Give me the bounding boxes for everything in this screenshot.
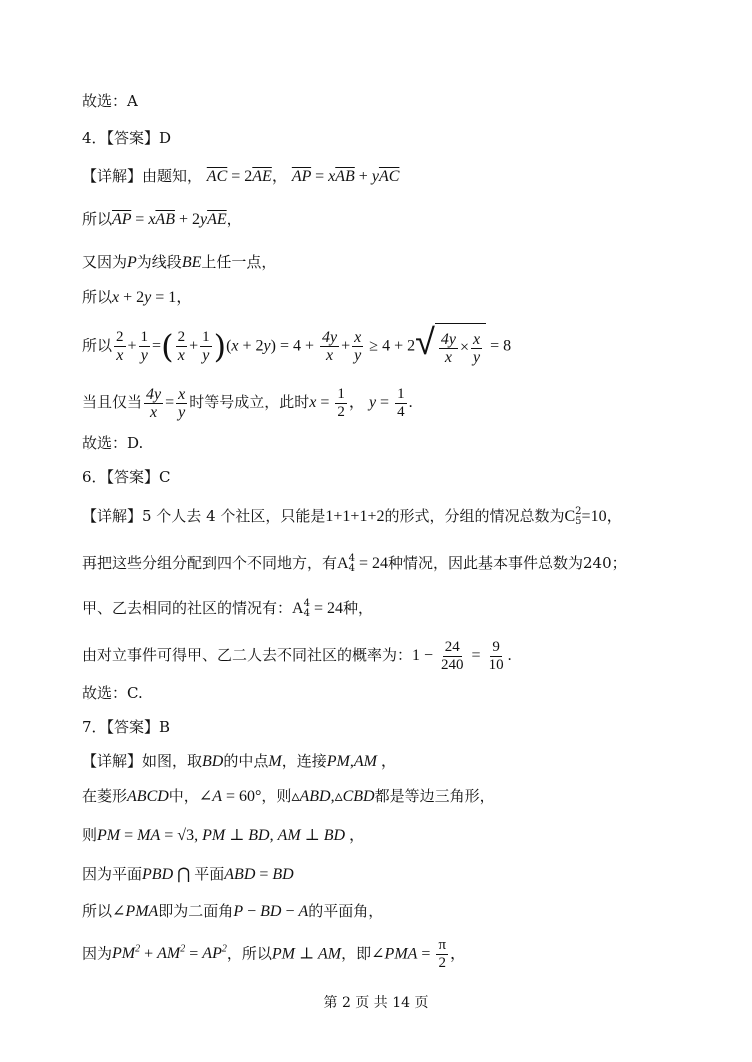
page-footer: 第 2 页 共 14 页 — [323, 995, 429, 1011]
text: ，即 — [341, 944, 372, 963]
answer-heading: 6．【答案】C — [82, 468, 171, 486]
text: 当且仅当 — [82, 393, 143, 411]
sqrt: √ $\frac{4y}{x}$ × $\frac{x}{y}$ — [415, 323, 486, 370]
q4-detail-line-1 — [82, 165, 399, 188]
text: 则 — [82, 826, 98, 844]
text: ，连接 — [281, 752, 327, 770]
text: 即为二面角 — [158, 902, 234, 920]
q4-detail-line-2: 所以$\overline{AP} = x\overline{AB} + 2y\overline{AE}$， — [82, 210, 242, 228]
text: 所以 — [82, 336, 113, 355]
text: 种情况，因此基本事件总数为 — [387, 554, 583, 572]
q7-detail-line-2: 在菱形ABCD中，∠A = 60°，则▵ABD,▵CBD都是等边三角形， — [82, 787, 495, 805]
text: 又因为 — [82, 253, 128, 271]
question-4-answer — [82, 127, 171, 149]
q6-detail-line-3: 甲、乙去相同的社区的情况有：A 4 4 = 24种， — [82, 598, 373, 619]
text: 因为平面 — [82, 865, 143, 883]
q7-detail-line-5: 所以∠PMA即为二面角P − BD − A的平面角， — [82, 902, 384, 920]
text: 为线段 — [136, 253, 182, 271]
fraction: $\frac{1}{y}$ — [140, 329, 149, 364]
q6-detail-line-2: 再把这些分组分配到四个不同地方，有A 4 4 = 24种情况，因此基本事件总数为240； — [82, 553, 627, 574]
text: 在菱形 — [82, 787, 128, 805]
text: 都是等边三角形， — [374, 787, 495, 805]
answer-line-4 — [82, 432, 143, 454]
fraction: $\frac{x}{y}$ — [354, 329, 362, 364]
text: 中， — [168, 787, 199, 805]
text: ，则 — [261, 787, 292, 805]
q4-detail-line-4 — [82, 286, 192, 309]
text: 甲、乙去相同的社区的情况有： — [82, 599, 293, 617]
answer-text: 故选：C. — [82, 684, 143, 702]
q6-detail-line-1: 【详解】5 个人去 4 个社区，只能是1+1+1+2的形式，分组的情况总数为C 2 5 =10， — [82, 506, 623, 527]
text: 平面 — [194, 865, 225, 883]
text: 再把这些分组分配到四个不同地方，有 — [82, 554, 338, 572]
answer-text: 故选：D. — [82, 434, 144, 452]
text: 【详解】5 个人去 4 个社区，只能是 — [82, 507, 326, 525]
q4-detail-line-5: 所以 $\frac{2}{x}$ + $\frac{1}{y}$ =( $\frac{2}{x}$ + $\frac{1}{y}$ )(x + 2y) = 4 + $\frac{4y}{x}$ + $\frac{x}{y}$ ≥ 4 + 2 √ $\frac{4y}{x}$ × $\frac{x}{y}$ = 8 — [82, 323, 511, 370]
text: 因为 — [82, 944, 113, 963]
text: 所以 — [82, 210, 113, 228]
q7-detail-line-1: 【详解】如图，取BD的中点M，连接PM,AM ， — [82, 752, 397, 770]
formula: x + 2y = 1， — [112, 289, 193, 306]
answer-heading: 4．【答案】D — [82, 129, 172, 147]
q4-detail-line-6: 当且仅当 $\frac{4y}{x}$ = $\frac{x}{y}$ 时等号成立，此时x = $\frac{1}{2}$ ， y = $\frac{1}{4}$ . — [82, 385, 413, 421]
question-6-answer — [82, 466, 171, 488]
text: 由对立事件可得甲、乙二人去不同社区的概率为： — [82, 646, 413, 664]
text: 【详解】如图，取 — [82, 752, 203, 770]
text: 的形式，分组的情况总数为 — [384, 507, 565, 525]
question-7-answer — [82, 716, 170, 738]
text: 所以 — [82, 288, 113, 306]
text: 上任一点， — [201, 253, 277, 271]
fraction: $\frac{1}{y}$ — [202, 329, 210, 364]
q7-detail-line-4: 因为平面PBD ⋂ 平面ABD = BD — [82, 865, 294, 883]
q6-detail-line-4: 由对立事件可得甲、乙二人去不同社区的概率为：1 − $\frac{24}{240}$ = $\frac{9}{10}$ . — [82, 638, 512, 673]
q7-detail-line-6: 因为$PM^2 + AM^2 = AP^2$，所以PM ⊥ AM，即∠PMA = $\frac{\pi}{2}$ ， — [82, 936, 467, 971]
q4-detail-line-3: 又因为P为线段BE上任一点， — [82, 253, 277, 271]
text: 种， — [342, 599, 373, 617]
answer-line-6 — [82, 682, 143, 704]
fraction: $\frac{2}{x}$ — [116, 329, 124, 364]
formula: $\overline{AP} = x\overline{AB} + 2y\overline{AE}$ — [112, 211, 227, 228]
fraction: $\frac{2}{x}$ — [177, 329, 186, 364]
answer-text: 故选：A — [82, 92, 138, 110]
fraction: $\frac{4y}{x}$ — [322, 329, 338, 364]
answer-heading: 7．【答案】B — [82, 718, 171, 736]
text: 时等号成立，此时 — [189, 393, 310, 411]
q7-detail-line-3: 则PM = MA = √3, PM ⊥ BD, AM ⊥ BD ， — [82, 826, 366, 844]
text: 的平面角， — [308, 902, 384, 920]
text: 所以 — [82, 902, 113, 920]
detail-label: 【详解】由题知， — [82, 167, 203, 185]
text: 的中点 — [223, 752, 269, 770]
text: 240； — [583, 554, 627, 572]
answer-line-3 — [82, 90, 138, 112]
text: ，所以 — [226, 944, 272, 963]
formula: $\overline{AC} = 2\overline{AE}$， $\overline{AP} = x\overline{AB} + y\overline{AC}$ — [206, 168, 400, 185]
